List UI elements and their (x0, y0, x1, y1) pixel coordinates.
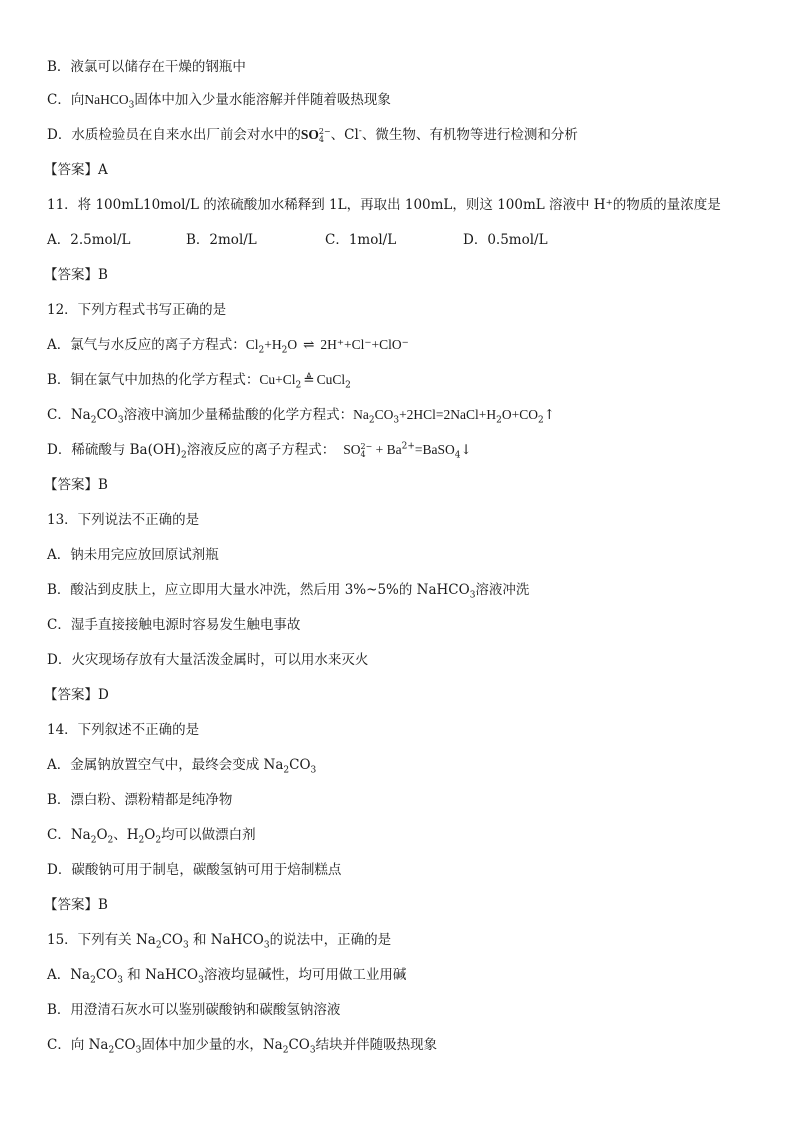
q11-answer: 【答案】B (44, 267, 108, 283)
q14-answer: 【答案】B (44, 897, 108, 913)
q11-option-a: A．2.5mol/L (47, 232, 131, 248)
q12-answer: 【答案】B (44, 477, 108, 493)
q11-option-b: B．2mol/L (186, 232, 257, 248)
q13-option-a: A．钠未用完应放回原试剂瓶 (47, 547, 219, 563)
q10-option-c: C．向NaHCO$_3$固体中加入少量水能溶解并伴随着吸热现象 (47, 92, 391, 111)
q15-option-b: B．用澄清石灰水可以鉴别碳酸钠和碳酸氢钠溶液 (47, 1002, 341, 1018)
q15-option-a: A．$Na_2CO_3$ 和 NaHCO$_3$溶液均显碱性，均可用做工业用碱 (47, 967, 407, 986)
q13-stem: 13．下列说法不正确的是 (47, 512, 200, 528)
q14-option-b: B．漂白粉、漂粉精都是纯净物 (47, 792, 233, 808)
q11-option-c: C．1mol/L (325, 232, 397, 248)
q11-stem: 11．将 100mL10mol/L 的浓硫酸加水稀释到 1L，再取出 100mL，则这 100mL 溶液中 H⁺的物质的量浓度是 (47, 197, 721, 213)
q14-option-c: C．$Na_2O_2$、$H_2O_2$均可以做漂白剂 (47, 827, 256, 846)
q12-stem: 12．下列方程式书写正确的是 (47, 302, 227, 318)
q10-answer: 【答案】A (44, 162, 108, 178)
q10-option-d: D．水质检验员在自来水出厂前会对水中的SO 2− 4 、Cl-、微生物、有机物等进行检测和分析 (47, 126, 578, 144)
q13-option-c: C．湿手直接接触电源时容易发生触电事故 (47, 617, 301, 633)
q12-option-b: B．铜在氯气中加热的化学方程式：$Cu+Cl_2$ ≜ CuCl$_2$ (47, 372, 351, 391)
q12-option-a: A．氯气与水反应的离子方程式：$Cl_2+H_2O$ ⇌ 2H⁺+Cl⁻+ClO⁻ (47, 337, 409, 356)
q13-option-b: B．酸沾到皮肤上，应立即用大量水冲洗，然后用 3%~5%的 NaHCO$_3$溶液冲洗 (47, 582, 530, 601)
q11-option-d: D．0.5mol/L (463, 232, 548, 248)
q15-stem: 15．下列有关 $Na_2CO_3$ 和 NaHCO$_3$的说法中，正确的是 (47, 932, 392, 951)
q12-option-c: C．$Na_2CO_3$溶液中滴加少量稀盐酸的化学方程式：$Na_2CO_3+2HCl=2NaCl+H_2O+CO_2↑$ (47, 407, 556, 426)
q10-option-b: B．液氯可以储存在干燥的钢瓶中 (47, 59, 246, 75)
q13-answer: 【答案】D (44, 687, 109, 703)
q14-option-d: D．碳酸钠可用于制皂，碳酸氢钠可用于焙制糕点 (47, 862, 342, 878)
q12-option-d: D．稀硫酸与 $Ba(OH)_2$溶液反应的离子方程式： SO 2− 4 + $Ba^{2+}=BaSO_4↓$ (47, 441, 472, 461)
q14-option-a: A．金属钠放置空气中，最终会变成 $Na_2CO_3$ (47, 757, 317, 776)
q15-option-c: C．向 $Na_2CO_3$固体中加少量的水，$Na_2CO_3$结块并伴随吸热现象 (47, 1037, 438, 1056)
q13-option-d: D．火灾现场存放有大量活泼金属时，可以用水来灭火 (47, 652, 369, 668)
q14-stem: 14．下列叙述不正确的是 (47, 722, 200, 738)
